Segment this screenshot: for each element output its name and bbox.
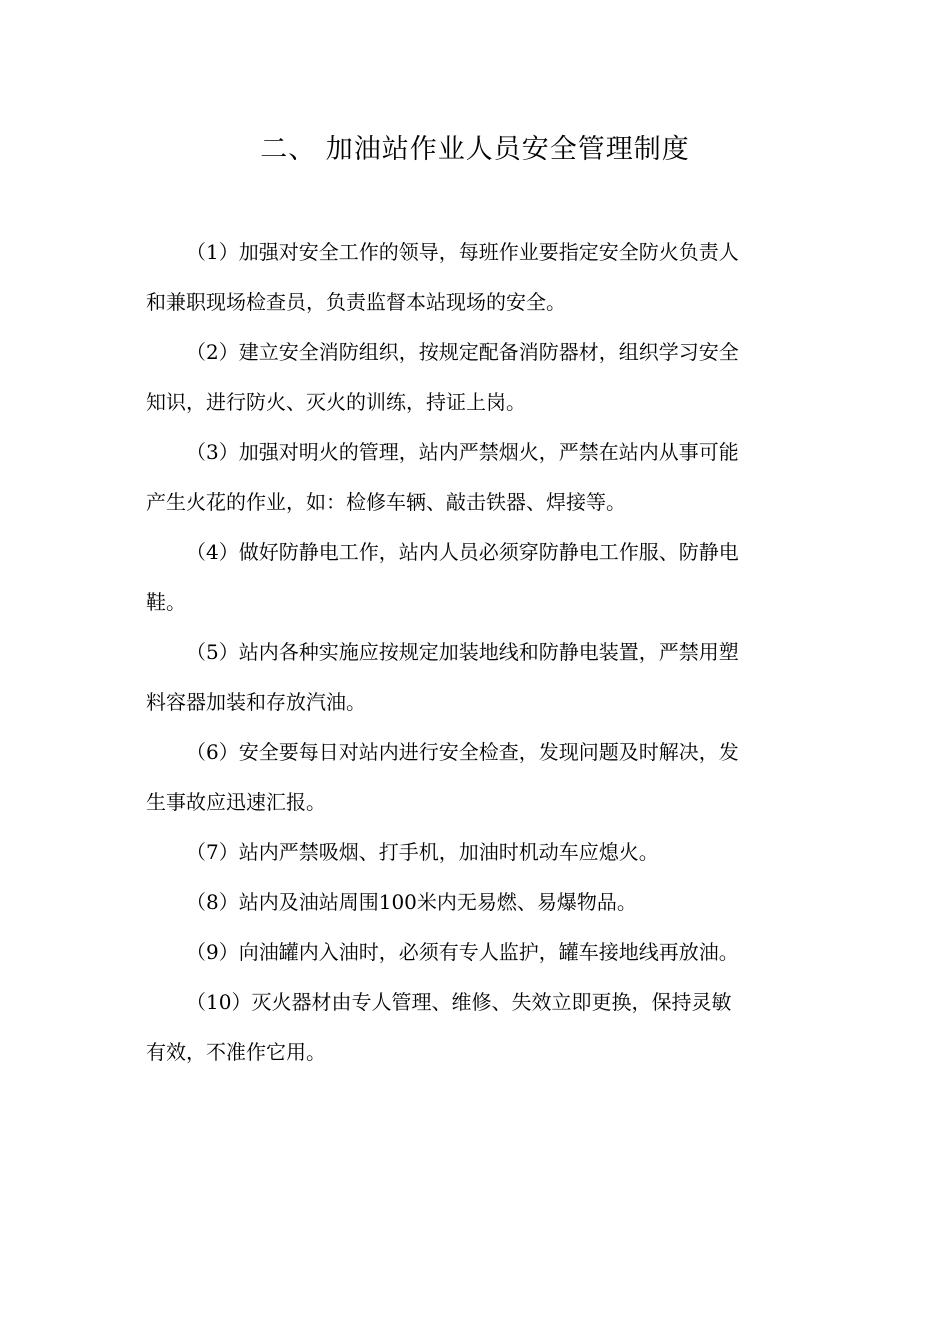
rule-10-line-1: （10）灭火器材由专人管理、维修、失效立即更换，保持灵敏 bbox=[186, 990, 732, 1014]
document-body bbox=[146, 227, 808, 1077]
document-title: 二、 加油站作业人员安全管理制度 bbox=[260, 134, 690, 165]
rule-2-line-2: 知识，进行防火、灭火的训练，持证上岗。 bbox=[146, 390, 526, 414]
rule-5-line-1: （5）站内各种实施应按规定加装地线和防静电装置，严禁用塑 bbox=[186, 640, 739, 664]
rule-6-line-2: 生事故应迅速汇报。 bbox=[146, 790, 326, 814]
rule-1-line-2: 和兼职现场检查员，负责监督本站现场的安全。 bbox=[146, 290, 566, 314]
rule-6-line-1: （6）安全要每日对站内进行安全检查，发现问题及时解决，发 bbox=[186, 740, 739, 764]
rule-10-line-2: 有效，不准作它用。 bbox=[146, 1040, 326, 1064]
rule-1-line-1: （1）加强对安全工作的领导，每班作业要指定安全防火负责人 bbox=[186, 240, 739, 264]
rule-3-line-2: 产生火花的作业，如：检修车辆、敲击铁器、焊接等。 bbox=[146, 490, 626, 514]
rule-7-line-1: （7）站内严禁吸烟、打手机，加油时机动车应熄火。 bbox=[186, 840, 659, 864]
rule-5-line-2: 料容器加装和存放汽油。 bbox=[146, 690, 366, 714]
rule-3-line-1: （3）加强对明火的管理，站内严禁烟火，严禁在站内从事可能 bbox=[186, 440, 739, 464]
rule-4-line-2: 鞋。 bbox=[146, 590, 186, 614]
rule-9-line-1: （9）向油罐内入油时，必须有专人监护，罐车接地线再放油。 bbox=[186, 940, 739, 964]
rule-2-line-1: （2）建立安全消防组织，按规定配备消防器材，组织学习安全 bbox=[186, 340, 739, 364]
rule-8-line-1: （8）站内及油站周围100米内无易燃、易爆物品。 bbox=[186, 890, 637, 914]
rule-4-line-1: （4）做好防静电工作，站内人员必须穿防静电工作服、防静电 bbox=[186, 540, 739, 564]
